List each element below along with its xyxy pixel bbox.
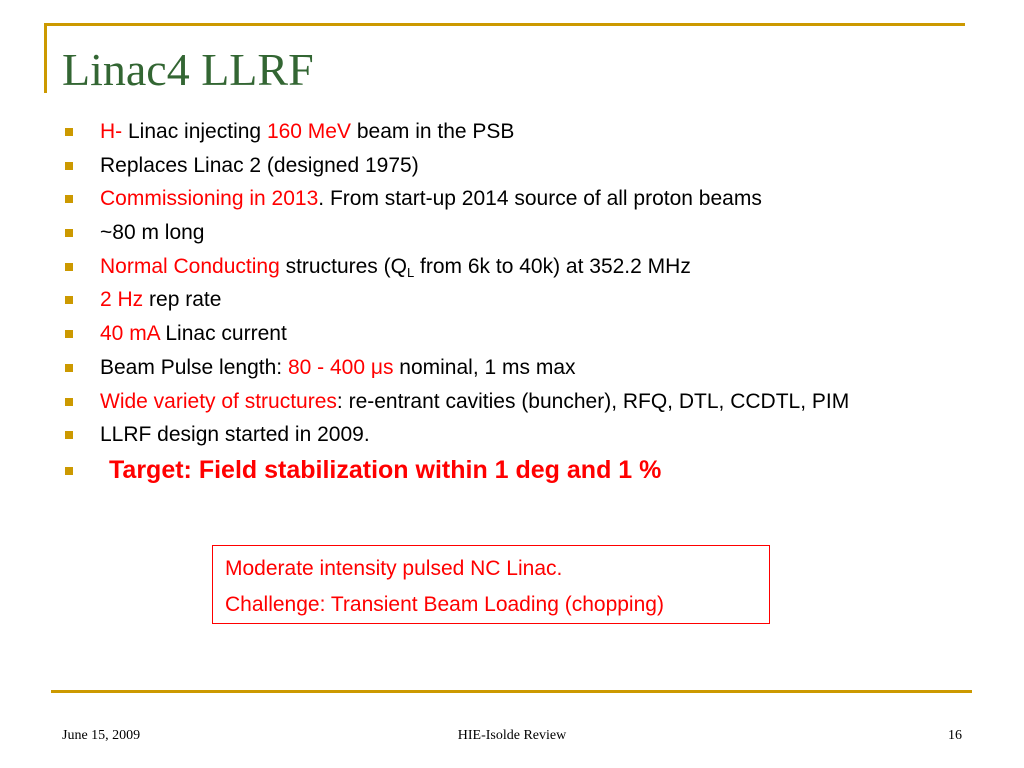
bullet-item [0,152,1024,180]
square-bullet-icon [65,263,73,271]
callout-line-1: Moderate intensity pulsed NC Linac. [225,557,563,580]
square-bullet-icon [65,128,73,136]
bullet-text [100,154,419,177]
bullet-text-run: : re-entrant cavities (buncher), RFQ, DTL, CCDTL, PIM [336,389,850,413]
bullet-text-run: . From start-up 2014 source of all proton beams [318,187,762,211]
callout-box [212,545,770,624]
bullet-text [100,456,661,484]
footer-page-number: 16 [948,728,962,743]
bullet-item [0,253,1024,281]
title-frame-top-rule [44,23,965,26]
bullet-text-run: rep rate [143,288,222,312]
square-bullet-icon [65,195,73,203]
highlight-text: Target: Field stabilization within 1 deg and 1 % [109,455,662,484]
bullet-item [0,286,1024,314]
footer-rule [51,690,972,693]
slide-title: Linac4 LLRF [62,44,314,95]
bullet-text-run: Linac injecting [122,120,267,143]
square-bullet-icon [65,467,73,475]
bullet-item [0,118,1024,146]
square-bullet-icon [65,364,73,372]
title-frame-left-rule [44,23,47,93]
highlight-text: 40 mA [100,322,160,346]
highlight-text: 80 - 400 μs [287,355,394,379]
bullet-text-run: Beam Pulse length: [100,355,288,379]
bullet-item [0,354,1024,382]
highlight-text: Commissioning in 2013 [100,187,319,211]
square-bullet-icon [65,330,73,338]
square-bullet-icon [65,398,73,406]
square-bullet-icon [65,162,73,170]
bullet-text [100,322,287,345]
square-bullet-icon [65,296,73,304]
bullet-item [0,388,1024,416]
bullet-text [100,423,370,446]
bullet-text [100,187,762,210]
bullet-item [0,320,1024,348]
bullet-text-run: Replaces Linac 2 (designed 1975) [100,153,419,177]
bullet-text-run: LLRF design started in 2009. [100,423,370,447]
bullet-text-run: structures (Q [279,254,407,278]
bullet-text-run: Linac current [159,322,287,346]
footer-date: June 15, 2009 [62,728,141,743]
bullet-text [100,255,691,278]
highlight-text: 160 MeV [266,120,351,143]
highlight-text: Normal Conducting [100,254,280,278]
bullet-text [100,221,205,244]
bullet-text [100,390,849,413]
bullet-text-run: L [406,264,415,280]
highlight-text: H- [100,120,123,143]
bullet-text-run: ~80 m long [100,221,205,245]
bullet-item [0,421,1024,449]
bullet-item [0,455,1024,485]
bullet-text-run: beam in the PSB [351,120,515,143]
bullet-text-run: from 6k to 40k) at 352.2 MHz [414,254,691,278]
highlight-text: Wide variety of structures [100,389,337,413]
bullet-list [0,118,1024,491]
bullet-item [0,185,1024,213]
bullet-text [100,356,576,379]
bullet-item [0,219,1024,247]
bullet-text [100,288,221,311]
callout-line-2: Challenge: Transient Beam Loading (chopping) [225,593,664,616]
square-bullet-icon [65,229,73,237]
highlight-text: 2 Hz [100,288,144,312]
bullet-text-run: nominal, 1 ms max [393,355,576,379]
bullet-text [100,120,514,143]
footer-title: HIE-Isolde Review [457,728,567,743]
square-bullet-icon [65,431,73,439]
